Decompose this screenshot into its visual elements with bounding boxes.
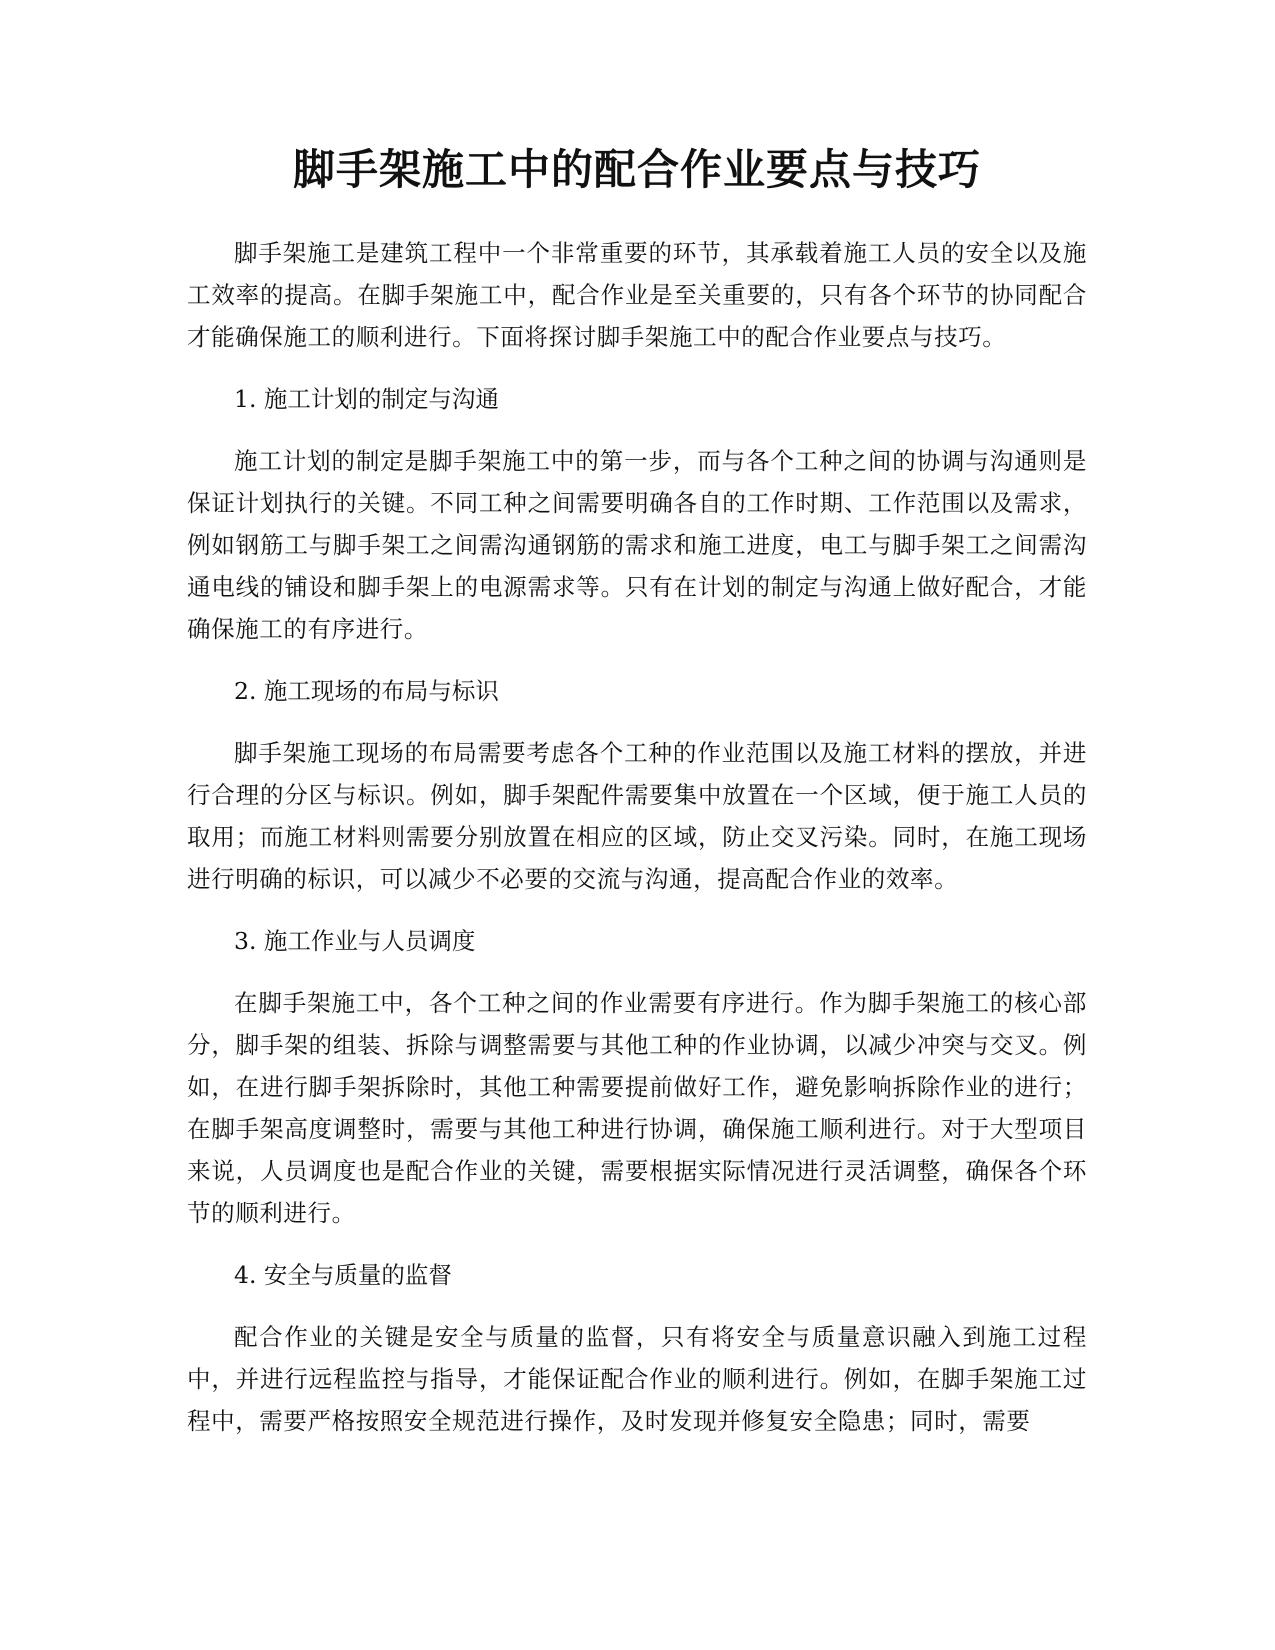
section-1-heading: 1. 施工计划的制定与沟通: [234, 385, 499, 413]
intro-paragraph: 脚手架施工是建筑工程中一个非常重要的环节，其承载着施工人员的安全以及施工效率的提高。在脚手架施工中，配合作业是至关重要的，只有各个环节的协同配合才能确保施工的顺利进行。下面将探讨脚手架施工中的配合作业要点与技巧。: [187, 239, 1087, 351]
document-title: 脚手架施工中的配合作业要点与技巧: [292, 145, 981, 194]
document-page: [187, 140, 1087, 1462]
section-2-body: 脚手架施工现场的布局需要考虑各个工种的作业范围以及施工材料的摆放，并进行合理的分区与标识。例如，脚手架配件需要集中放置在一个区域，便于施工人员的取用；而施工材料则需要分别放置在相应的区域，防止交叉污染。同时，在施工现场进行明确的标识，可以减少不必要的交流与沟通，提高配合作业的效率。: [187, 739, 1087, 893]
section-3-body: 在脚手架施工中，各个工种之间的作业需要有序进行。作为脚手架施工的核心部分，脚手架的组装、拆除与调整需要与其他工种的作业协调，以减少冲突与交叉。例如，在进行脚手架拆除时，其他工种需要提前做好工作，避免影响拆除作业的进行；在脚手架高度调整时，需要与其他工种进行协调，确保施工顺利进行。对于大型项目来说，人员调度也是配合作业的关键，需要根据实际情况进行灵活调整，确保各个环节的顺利进行。: [187, 989, 1087, 1227]
section-2-heading: 2. 施工现场的布局与标识: [234, 677, 499, 705]
section-4-body: 配合作业的关键是安全与质量的监督，只有将安全与质量意识融入到施工过程中，并进行远程监控与指导，才能保证配合作业的顺利进行。例如，在脚手架施工过程中，需要严格按照安全规范进行操作，及时发现并修复安全隐患；同时，需要: [187, 1323, 1087, 1435]
section-1-body: 施工计划的制定是脚手架施工中的第一步，而与各个工种之间的协调与沟通则是保证计划执行的关键。不同工种之间需要明确各自的工作时期、工作范围以及需求，例如钢筋工与脚手架工之间需沟通钢筋的需求和施工进度，电工与脚手架工之间需沟通电线的铺设和脚手架上的电源需求等。只有在计划的制定与沟通上做好配合，才能确保施工的有序进行。: [187, 447, 1087, 643]
section-3-heading: 3. 施工作业与人员调度: [234, 927, 476, 955]
section-4-heading: 4. 安全与质量的监督: [234, 1261, 452, 1289]
